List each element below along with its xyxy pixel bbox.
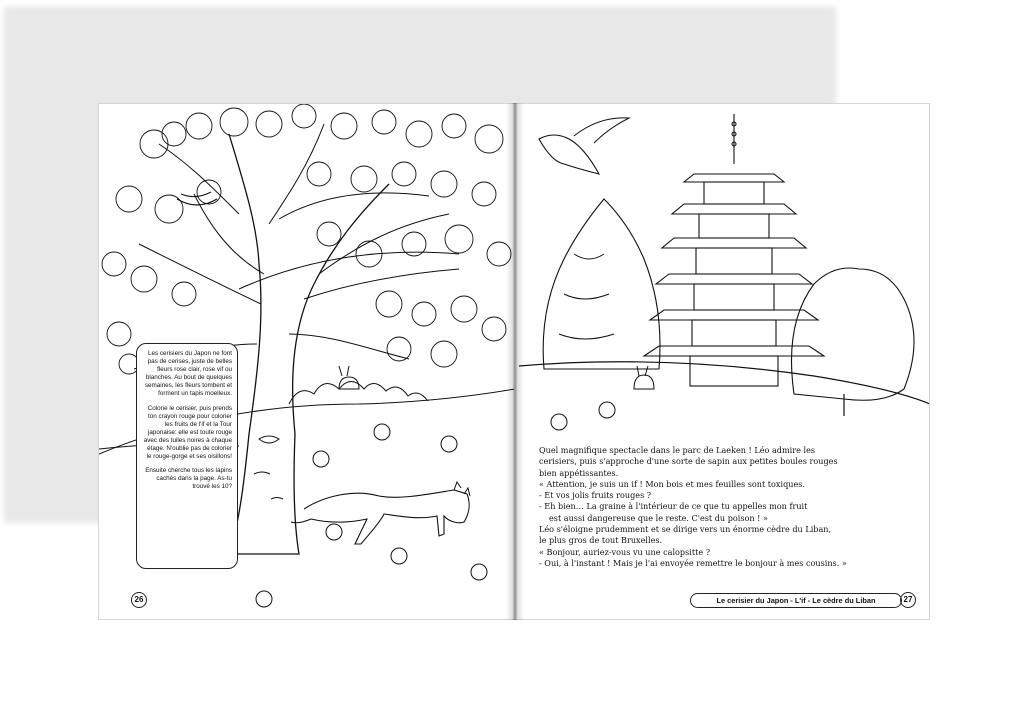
info-box [136,343,238,569]
story-line: « Bonjour, auriez-vous vu une calopsitte ? [539,546,711,557]
story-line: bien appétissantes. [539,467,619,478]
left-page [98,103,514,620]
book-gutter [506,103,524,620]
story-line: - Et vos jolis fruits rouges ? [539,490,652,501]
story-line: cerisiers, puis s'approche d'une sorte de sapin aux petites boules rouges [539,456,838,467]
chapter-title-footer: Le cerisier du Japon - L'if - Le cèdre du Liban [690,593,902,608]
story-line: Quel magnifique spectacle dans le parc de Laeken ! Léo admire les [539,445,816,455]
story-line: « Attention, je suis un if ! Mon bois et mes feuilles sont toxiques. [539,478,805,489]
page-number-right: 27 [900,592,916,608]
story-text [539,445,879,569]
story-line: le plus gros de tout Bruxelles. [539,535,663,546]
info-paragraph: Les cerisiers du Japon ne font pas de cerises, juste de belles fleurs rose clair, rose vif ou blanches. Au bout de quelques semaines, les fleurs tombent et forment un tapis moelleux. [144,350,232,398]
right-page [514,103,930,620]
info-paragraph: Colorie le cerisier, puis prends ton crayon rouge pour colorier les fruits de l'if et la Tour japonaise: elle est toute rouge avec des tuiles noires à chaque étage. N'oublie pas de colorier le rouge-gorge et ses oisillons! [143,404,232,461]
story-line: - Eh bien… La graine à l'intérieur de ce que tu appelles mon fruit [539,501,808,512]
story-line: Léo s'éloigne prudemment et se dirige vers un énorme cèdre du Liban, [539,524,832,535]
page-number-left: 26 [131,592,147,608]
story-line: - Oui, à l'instant ! Mais je l'ai envoyée remettre le bonjour à mes cousins. » [539,557,847,568]
open-book [98,103,930,620]
info-paragraph: Ensuite cherche tous les lapins cachés dans la page. As-tu trouvé les 10? [145,467,232,491]
story-line: est aussi dangereuse que le reste. C'est du poison ! » [549,512,768,523]
